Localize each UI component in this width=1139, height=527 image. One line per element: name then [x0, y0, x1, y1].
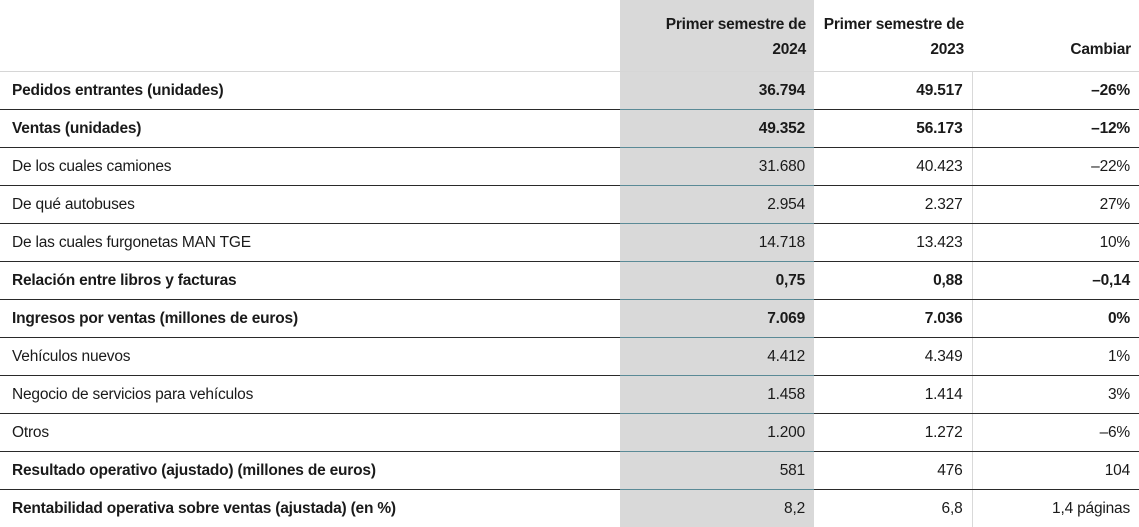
- value-2023: 56.173: [814, 110, 972, 148]
- table-row: [0, 72, 1139, 110]
- value-2024: 8,2: [620, 490, 814, 527]
- table-row: [0, 490, 1139, 527]
- table-row: [0, 300, 1139, 338]
- value-change: –12%: [972, 110, 1139, 148]
- row-label: Otros: [0, 414, 620, 452]
- value-change: 1%: [972, 338, 1139, 376]
- row-label: Rentabilidad operativa sobre ventas (ajustada) (en %): [0, 490, 620, 527]
- value-2024: 14.718: [620, 224, 814, 262]
- value-2023: 13.423: [814, 224, 972, 262]
- row-label: Negocio de servicios para vehículos: [0, 376, 620, 414]
- table-row: [0, 110, 1139, 148]
- row-label: Relación entre libros y facturas: [0, 262, 620, 300]
- header-label-cell: [0, 0, 620, 72]
- value-2024: 1.458: [620, 376, 814, 414]
- table-row: [0, 186, 1139, 224]
- value-2024: 4.412: [620, 338, 814, 376]
- value-2024: 36.794: [620, 72, 814, 110]
- header-2024: Primer semestre de 2024: [620, 0, 814, 72]
- row-label: De las cuales furgonetas MAN TGE: [0, 224, 620, 262]
- value-2023: 0,88: [814, 262, 972, 300]
- value-2023: 6,8: [814, 490, 972, 527]
- row-label: De qué autobuses: [0, 186, 620, 224]
- value-change: 3%: [972, 376, 1139, 414]
- table-row: [0, 376, 1139, 414]
- table-row: [0, 414, 1139, 452]
- row-label: Ingresos por ventas (millones de euros): [0, 300, 620, 338]
- value-2024: 581: [620, 452, 814, 490]
- value-2023: 49.517: [814, 72, 972, 110]
- table-row: [0, 262, 1139, 300]
- table-row: [0, 338, 1139, 376]
- table-row: [0, 224, 1139, 262]
- value-2024: 49.352: [620, 110, 814, 148]
- value-2023: 1.272: [814, 414, 972, 452]
- value-2024: 0,75: [620, 262, 814, 300]
- row-label: Resultado operativo (ajustado) (millones de euros): [0, 452, 620, 490]
- row-label: Pedidos entrantes (unidades): [0, 72, 620, 110]
- value-2024: 31.680: [620, 148, 814, 186]
- value-change: 104: [972, 452, 1139, 490]
- table-row: [0, 452, 1139, 490]
- value-change: –0,14: [972, 262, 1139, 300]
- value-change: –22%: [972, 148, 1139, 186]
- value-2024: 2.954: [620, 186, 814, 224]
- value-2023: 1.414: [814, 376, 972, 414]
- value-2024: 1.200: [620, 414, 814, 452]
- value-2023: 2.327: [814, 186, 972, 224]
- value-2023: 4.349: [814, 338, 972, 376]
- value-2024: 7.069: [620, 300, 814, 338]
- value-2023: 476: [814, 452, 972, 490]
- value-change: 10%: [972, 224, 1139, 262]
- value-change: 1,4 páginas: [972, 490, 1139, 527]
- row-label: Vehículos nuevos: [0, 338, 620, 376]
- table-row: [0, 148, 1139, 186]
- header-2023: Primer semestre de 2023: [814, 0, 972, 72]
- row-label: De los cuales camiones: [0, 148, 620, 186]
- value-change: –6%: [972, 414, 1139, 452]
- value-change: 0%: [972, 300, 1139, 338]
- header-change: Cambiar: [972, 0, 1139, 72]
- value-2023: 7.036: [814, 300, 972, 338]
- row-label: Ventas (unidades): [0, 110, 620, 148]
- value-2023: 40.423: [814, 148, 972, 186]
- value-change: –26%: [972, 72, 1139, 110]
- value-change: 27%: [972, 186, 1139, 224]
- header-row: [0, 0, 1139, 72]
